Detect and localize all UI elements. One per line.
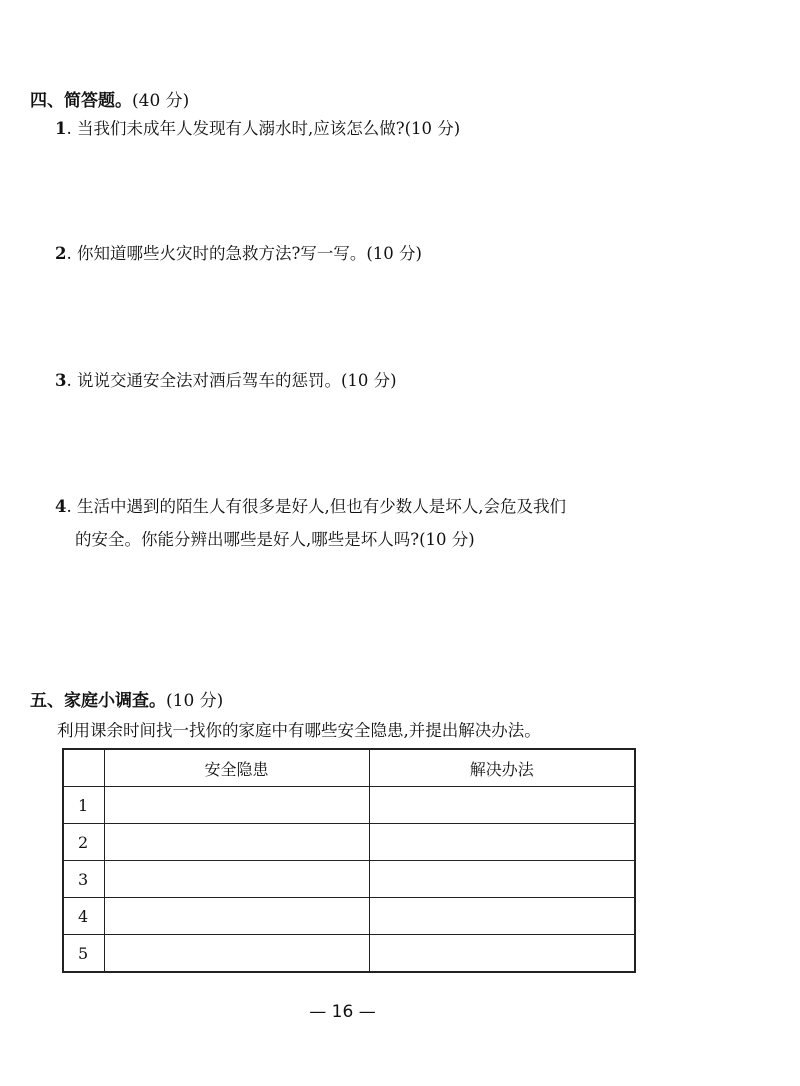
question-3-text: . 说说交通安全法对酒后驾车的惩罚。 xyxy=(66,371,341,390)
section-4-points: (40 分) xyxy=(132,91,190,111)
question-4-line-2 xyxy=(75,523,475,557)
table-row xyxy=(63,898,635,935)
row-index: 1 xyxy=(63,787,104,824)
question-1 xyxy=(55,112,460,146)
hazard-cell[interactable] xyxy=(104,824,369,861)
question-3-number: 3 xyxy=(55,371,67,390)
table-row xyxy=(63,935,635,973)
solution-cell[interactable] xyxy=(369,861,635,898)
hazard-cell[interactable] xyxy=(104,861,369,898)
question-4-text-2: 的安全。你能分辨出哪些是好人,哪些是坏人吗? xyxy=(75,530,420,549)
question-1-points: (10 分) xyxy=(404,119,461,138)
solution-cell[interactable] xyxy=(369,935,635,973)
table-header-index xyxy=(63,749,104,787)
question-2-number: 2 xyxy=(55,244,67,263)
hazard-cell[interactable] xyxy=(104,935,369,973)
table-row xyxy=(63,787,635,824)
hazard-cell[interactable] xyxy=(104,787,369,824)
page-number: — 16 — xyxy=(309,1002,376,1022)
row-index: 3 xyxy=(63,861,104,898)
row-index: 5 xyxy=(63,935,104,973)
section-5-title-text: 五、家庭小调查。 xyxy=(30,691,166,711)
question-2 xyxy=(55,237,422,271)
question-1-number: 1 xyxy=(55,119,67,138)
table-header-hazard: 安全隐患 xyxy=(104,749,369,787)
question-3 xyxy=(55,364,397,398)
question-3-points: (10 分) xyxy=(340,371,397,390)
question-4-points: (10 分) xyxy=(419,530,475,549)
section-4-title xyxy=(30,86,189,111)
question-1-text: . 当我们未成年人发现有人溺水时,应该怎么做? xyxy=(66,119,405,138)
question-4 xyxy=(55,490,566,524)
section-4-title-text: 四、简答题。 xyxy=(30,91,132,111)
table-header-row xyxy=(63,749,635,787)
section-5-title xyxy=(30,686,223,711)
row-index: 2 xyxy=(63,824,104,861)
solution-cell[interactable] xyxy=(369,898,635,935)
question-4-number: 4 xyxy=(55,497,67,516)
table-row xyxy=(63,824,635,861)
question-4-text: . 生活中遇到的陌生人有很多是好人,但也有少数人是坏人,会危及我们 xyxy=(66,497,566,516)
section-5-points: (10 分) xyxy=(166,691,224,711)
table-row xyxy=(63,861,635,898)
survey-table xyxy=(62,748,636,973)
question-2-text: . 你知道哪些火灾时的急救方法?写一写。 xyxy=(66,244,367,263)
survey-instruction: 利用课余时间找一找你的家庭中有哪些安全隐患,并提出解决办法。 xyxy=(57,721,541,740)
question-2-points: (10 分) xyxy=(366,244,422,263)
hazard-cell[interactable] xyxy=(104,898,369,935)
row-index: 4 xyxy=(63,898,104,935)
solution-cell[interactable] xyxy=(369,787,635,824)
table-header-solution: 解决办法 xyxy=(369,749,635,787)
solution-cell[interactable] xyxy=(369,824,635,861)
